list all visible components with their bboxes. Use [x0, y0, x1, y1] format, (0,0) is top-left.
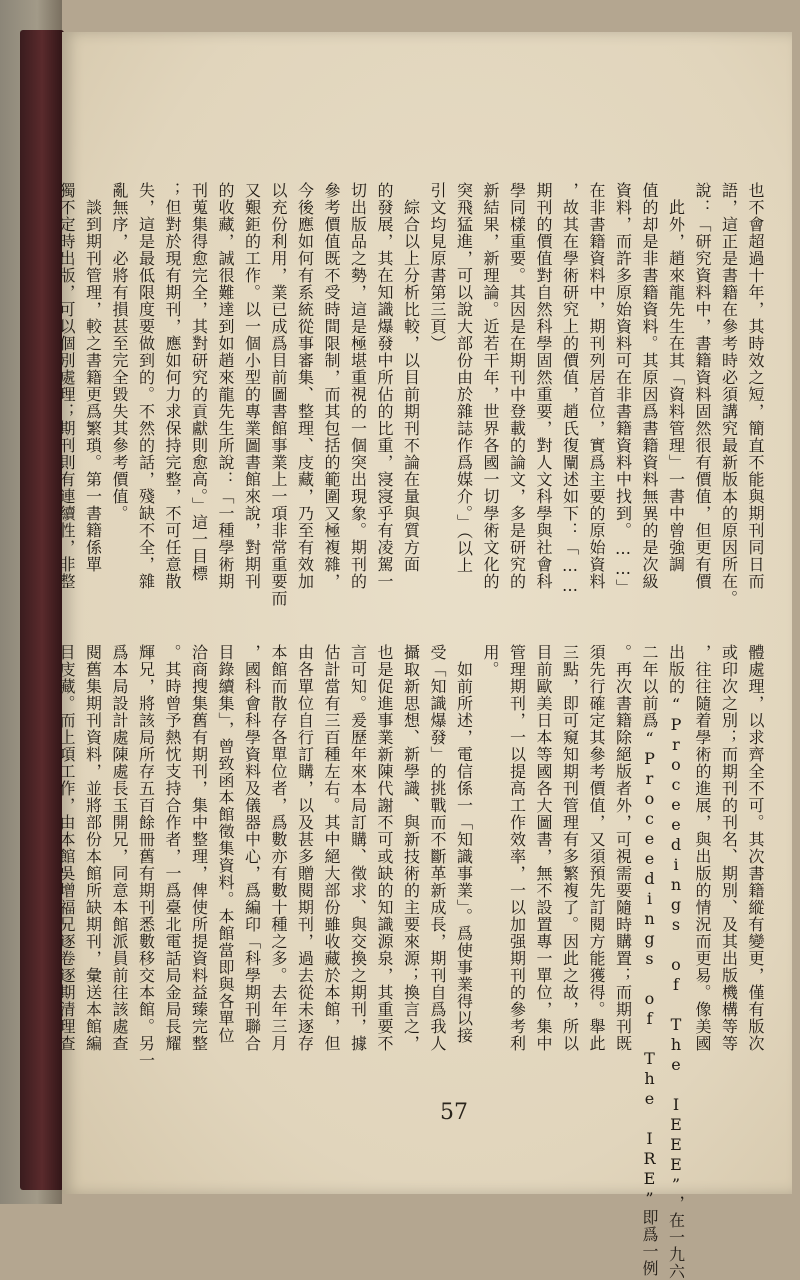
text-column: 引文均見原書第三頁）	[428, 182, 447, 352]
text-column: 以充份利用，業已成爲目前圖書館事業上一項非常重要而	[269, 182, 288, 607]
text-column: 閱舊集期刊資料，並將部份本館所缺期刊，彙送本館編	[83, 644, 103, 1052]
text-column: 如前所述，電信係一「知識事業」。爲使事業得以接	[454, 644, 474, 1044]
text-column: 言可知。爰歷年來本局訂購、徵求、與交換之期刊，據	[348, 644, 368, 1052]
text-column: ，往往隨着學術的進展，與出版的情況而更易。像美國	[693, 644, 712, 1052]
text-column: 資料，而許多原始資料可在非書籍資料中找到。……」	[613, 182, 633, 596]
text-column: 新結果，新理論。近若干年，世界各國一切學術文化的	[481, 182, 500, 590]
text-column: 須先行確定其參考價值，又須預先訂閱方能獲得。舉此	[587, 644, 606, 1052]
text-column: 爲本局設計處陳處長玉開兄，同意本館派員前往該處查	[110, 644, 129, 1052]
text-column: 學同樣重要。其因是在期刊中登載的論文，多是研究的	[507, 182, 527, 590]
text-column: 刊蒐集得愈完全，其對研究的貢獻則愈高。」這一目標	[189, 182, 209, 582]
text-column: 在非書籍資料中，期刊列居首位，實爲主要的原始資料	[587, 182, 606, 590]
text-column: ，國科會科學資料及儀器中心，爲編印「科學期刊聯合	[242, 644, 262, 1052]
text-column: 。再次書籍除絕版者外，可視需要隨時購置；而期刊既	[613, 644, 633, 1052]
text-column: 的收藏，誠很難達到如趙來龍先生所說：「一種學術期	[216, 182, 235, 590]
text-column: 今後應如何有系統從事審集、整理、庋藏，乃至有效加	[295, 182, 315, 590]
text-column: 三點，即可窺知期刊管理有多繁複了。因此之故，所以	[560, 644, 580, 1052]
text-column: 突飛猛進，可以說大部份由於雜誌作爲媒介。」（以上	[454, 182, 474, 574]
text-column: 失，這是最低限度要做到的。不然的話，殘缺不全，雜	[136, 182, 156, 590]
text-column: 輝兄，將該局所存五百餘冊舊有期刊悉數移交本館。另一	[136, 644, 156, 1069]
text-column: 出版的“Proceedings of The IEEE”，在一九六	[666, 644, 686, 1280]
text-column: 受「知識爆發」的挑戰而不斷革新成長，期刊自爲我人	[428, 644, 447, 1052]
text-column: 也不會超過十年，其時效之短，簡直不能與期刊同日而	[746, 182, 765, 590]
text-column: 參考價值既不受時間限制，而其包括的範圍又極複雜，	[322, 182, 341, 590]
text-column: 本館而散存各單位者，爲數亦有數十種之多。去年三月	[269, 644, 288, 1052]
book-page	[57, 32, 792, 1280]
text-column: 也是促進事業新陳代謝不可或缺的知識源泉，其重要不	[375, 644, 394, 1052]
text-column: 用。	[481, 644, 500, 678]
text-column: 又艱鉅的工作。以一個小型的專業圖書館來說，對期刊	[242, 182, 262, 590]
text-column: 二年以前爲“Proceedings of The IRE”即爲一例	[640, 644, 659, 1277]
text-column: 談到期刊管理，較之書籍更爲繁瑣。第一書籍係單	[83, 182, 103, 573]
text-column: 或印次之別；而期刊的刊名、期別、及其出版機構等等	[719, 644, 739, 1052]
text-column: 由各單位自行訂購，以及甚多贈閱期刊，過去從未逐存	[295, 644, 315, 1052]
text-column: 體處理，以求齊全不可。其次書籍縱有變更，僅有版次	[746, 644, 765, 1052]
text-column: 洽商搜集舊有期刊，集中整理，俾使所提資料益臻完整	[189, 644, 209, 1052]
text-column: 估計當有三百種左右。其中絕大部份雖收藏於本館，但	[322, 644, 341, 1052]
text-column: 此外，趙來龍先生在其「資料管理」一書中曾強調	[666, 182, 686, 573]
text-column: 的發展，其在知識爆發中所佔的比重，寖寖乎有凌駕一	[375, 182, 394, 590]
text-column: ，故其在學術研究上的價值，趙氏復闡述如下：「……	[560, 182, 580, 596]
text-column: 亂無序，必將有損甚至完全毀失其參考價值。	[110, 182, 129, 522]
upper-text-block	[53, 182, 769, 622]
text-column: 目錄續集」，曾致函本館徵集資料。本館當即與各單位	[216, 644, 235, 1044]
page-number: 57	[440, 1100, 468, 1125]
text-column: ；但對於現有期刊，應如何力求保持完整，不可任意散	[163, 182, 182, 590]
text-column: 目前歐美日本等國各大圖書，無不設置專一單位，集中	[534, 644, 553, 1052]
text-column: 期刊的價值對自然科學固然重要，對人文科學與社會科	[534, 182, 553, 590]
text-column: 切出版品之勢，這是極堪重視的一個突出現象。期刊的	[348, 182, 368, 590]
text-column: 綜合以上分析比較，以目前期刊不論在量與質方面	[401, 182, 421, 573]
text-column: 語，這正是書籍在參考時必須講究最新版本的原因所在。	[719, 182, 739, 607]
text-column: 。其時曾予熱忱支持合作者，一爲臺北電話局金局長耀	[163, 644, 182, 1052]
text-column: 值的却是非書籍資料。其原因爲書籍資料無異的是次級	[640, 182, 659, 590]
text-column: 獨不定時出版，可以個別處理；期刊則有連續性，非整	[57, 182, 76, 590]
text-column: 說：「研究資料中，書籍資料固然很有價值，但更有價	[693, 182, 712, 590]
text-column: 管理期刊，一以提高工作效率，一以加强期刊的參考利	[507, 644, 527, 1052]
text-column: 目庋藏。而上項工作，由本館吳增福兄逐卷逐期清理查	[57, 644, 76, 1052]
text-column: 攝取新思想、新學識、與新技術的主要來源；換言之，	[401, 644, 421, 1052]
